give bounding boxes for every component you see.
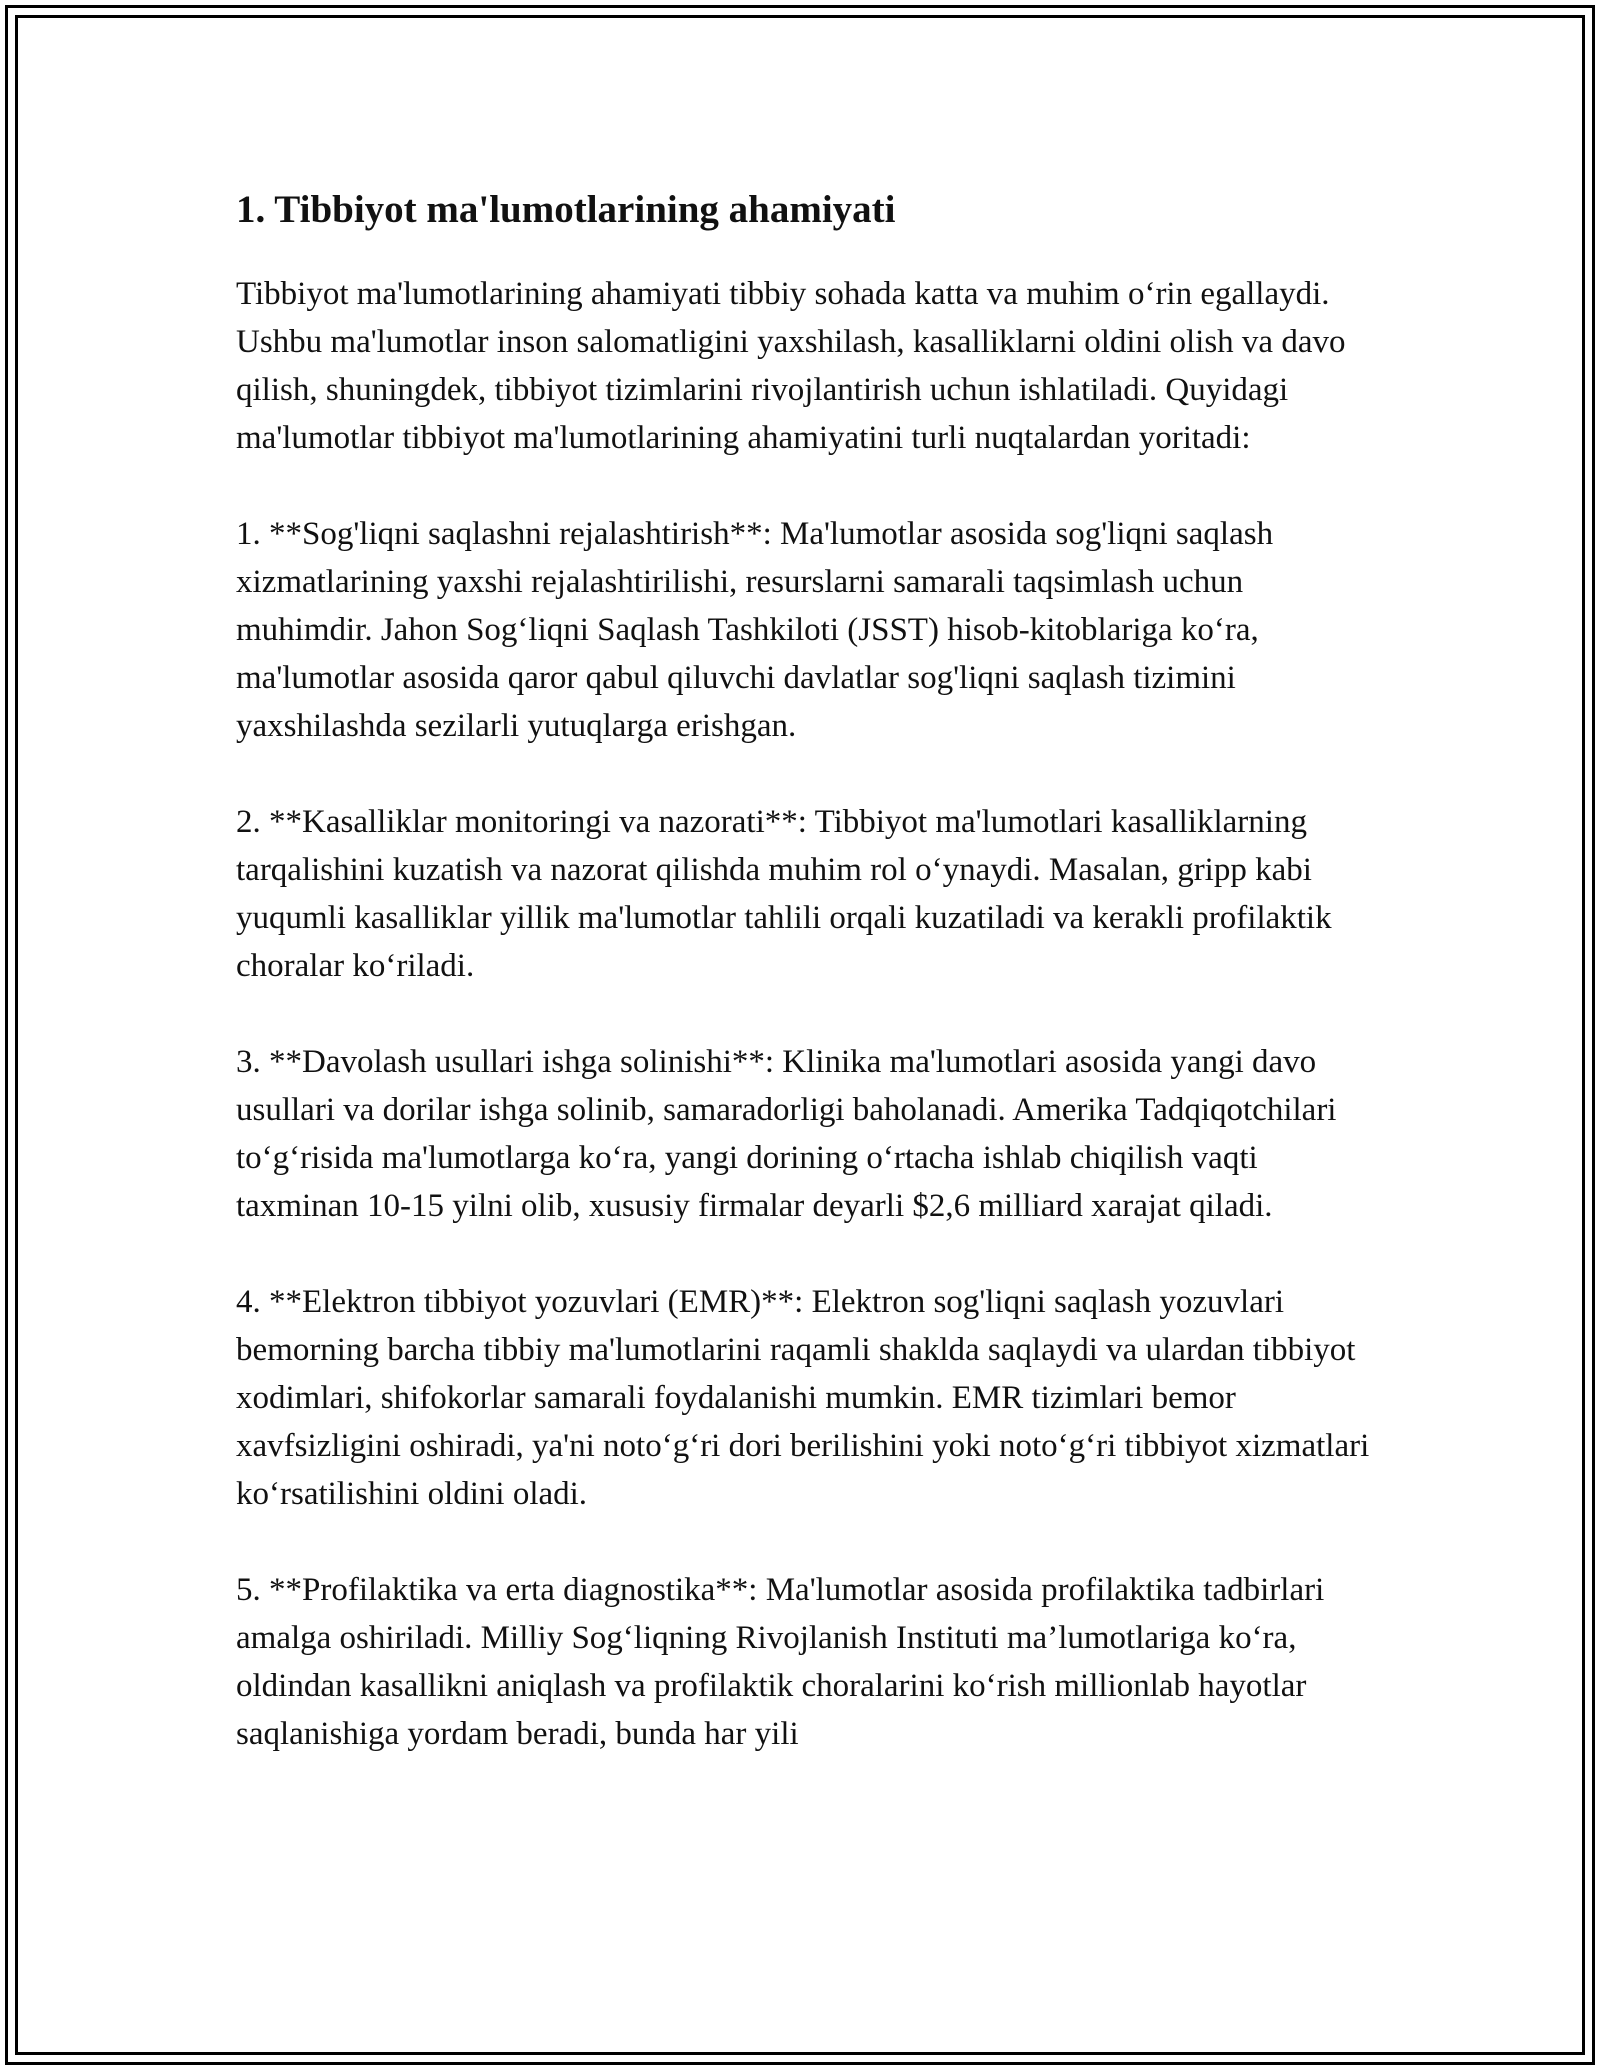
document-body [236,180,1376,1806]
intro-paragraph: Tibbiyot ma'lumotlarining ahamiyati tibbiy sohada katta va muhim o‘rin egallaydi. Ushbu ma'lumotlar inson salomatligini yaxshilash, kasalliklarni oldini olish va davo qilish, shuningdek, tibbiyot tizimlarini rivojlantirish uchun ishlatiladi. Quyidagi ma'lumotlar tibbiyot ma'lumotlarining ahamiyatini turli nuqtalardan yoritadi: [236,276,1346,456]
paragraph-item-1: 1. **Sog'liqni saqlashni rejalashtirish**: Ma'lumotlar asosida sog'liqni saqlash xizmatlarining yaxshi rejalashtirilishi, resurslarni samarali taqsimlash uchun muhimdir. Jahon Sog‘liqni Saqlash Tashkiloti (JSST) hisob-kitoblariga ko‘ra, ma'lumotlar asosida qaror qabul qiluvchi davlatlar sog'liqni saqlash tizimini yaxshilashda sezilarli yutuqlarga erishgan. [236,516,1274,744]
paragraph-item-2: 2. **Kasalliklar monitoringi va nazorati**: Tibbiyot ma'lumotlari kasalliklarning tarqalishini kuzatish va nazorat qilishda muhim rol o‘ynaydi. Masalan, gripp kabi yuqumli kasalliklar yillik ma'lumotlar tahlili orqali kuzatiladi va kerakli profilaktik choralar ko‘riladi. [236,804,1332,984]
section-heading: 1. Tibbiyot ma'lumotlarining ahamiyati [236,188,896,231]
paragraph-item-4: 4. **Elektron tibbiyot yozuvlari (EMR)**: Elektron sog'liqni saqlash yozuvlari bemorning barcha tibbiy ma'lumotlarini raqamli shaklda saqlaydi va ulardan tibbiyot xodimlari, shifokorlar samarali foydalanishi mumkin. EMR tizimlari bemor xavfsizligini oshiradi, ya'ni noto‘g‘ri dori berilishini yoki noto‘g‘ri tibbiyot xizmatlari ko‘rsatilishini oldini oladi. [236,1284,1370,1512]
paragraph-item-3: 3. **Davolash usullari ishga solinishi**: Klinika ma'lumotlari asosida yangi davo usullari va dorilar ishga solinib, samaradorligi baholanadi. Amerika Tadqiqotchilari to‘g‘risida ma'lumotlarga ko‘ra, yangi dorining o‘rtacha ishlab chiqilish vaqti taxminan 10-15 yilni olib, xususiy firmalar deyarli $2,6 milliard xarajat qiladi. [236,1044,1337,1224]
paragraph-item-5: 5. **Profilaktika va erta diagnostika**: Ma'lumotlar asosida profilaktika tadbirlari amalga oshiriladi. Milliy Sog‘liqning Rivojlanish Instituti ma’lumotlariga ko‘ra, oldindan kasallikni aniqlash va profilaktik choralarini ko‘rish millionlab hayotlar saqlanishiga yordam beradi, bunda har yili [236,1572,1325,1752]
